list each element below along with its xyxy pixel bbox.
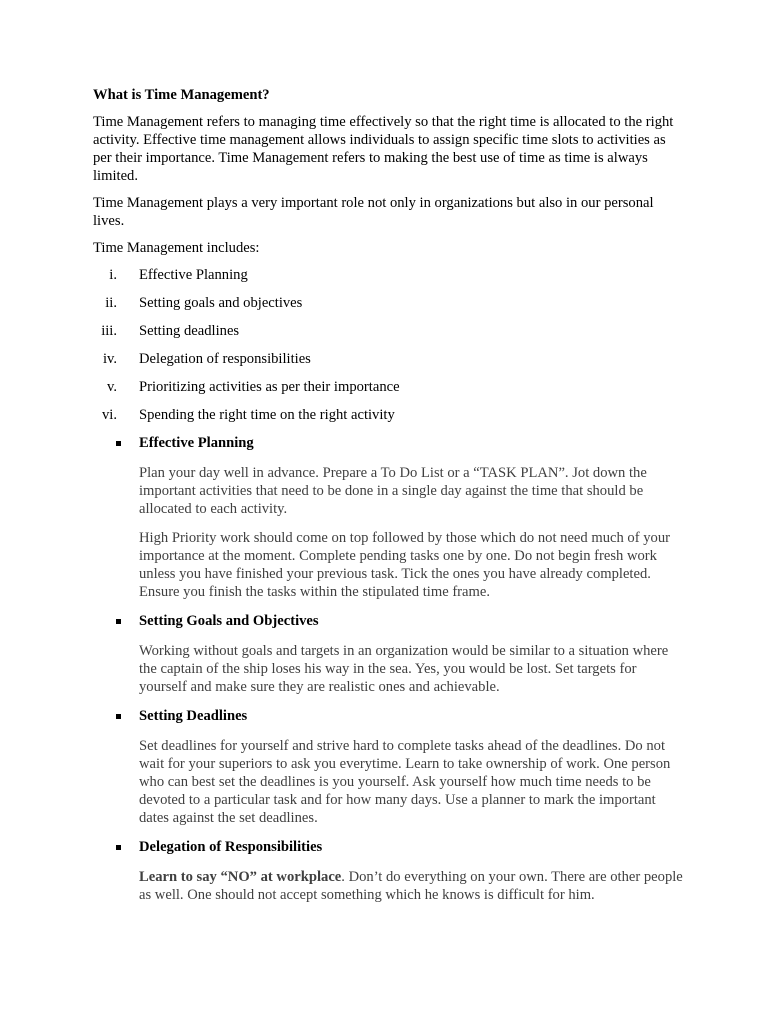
- section-paragraph: Working without goals and targets in an organization would be similar to a situation where the captain of the ship loses his way in the sea. Yes, you would be lost. Set targets for yourself and make sure they are realistic ones and achievable.: [139, 643, 669, 695]
- list-item: [93, 406, 683, 424]
- list-item-number: i.: [109, 267, 117, 283]
- paragraph-importance: Time Management plays a very important role not only in organizations but also in our personal lives.: [93, 195, 654, 229]
- list-item-number: ii.: [105, 295, 117, 311]
- list-item-text: Prioritizing activities as per their importance: [139, 379, 400, 395]
- list-item-text: Delegation of responsibilities: [139, 351, 311, 367]
- document-content: [93, 86, 683, 915]
- section-effective-planning: [93, 434, 683, 601]
- list-item-text: Setting goals and objectives: [139, 295, 303, 311]
- list-item-number: vi.: [102, 407, 117, 423]
- list-item-text: Spending the right time on the right activity: [139, 407, 395, 423]
- square-bullet-icon: [116, 714, 121, 719]
- section-paragraph: [93, 868, 683, 904]
- list-item: [93, 322, 683, 340]
- list-item-text: Effective Planning: [139, 267, 248, 283]
- list-item: [93, 294, 683, 312]
- list-item: [93, 378, 683, 396]
- square-bullet-icon: [116, 619, 121, 624]
- section-paragraph-rest: . Don’t do everything on your own. There are other people as well. One should not accept something which he knows is difficult for him.: [139, 869, 683, 903]
- section-setting-goals: [93, 612, 683, 696]
- section-heading: Setting Goals and Objectives: [139, 613, 319, 629]
- section-heading: Effective Planning: [139, 435, 254, 451]
- square-bullet-icon: [116, 441, 121, 446]
- paragraph-definition: Time Management refers to managing time effectively so that the right time is allocated to the right activity. Effective time management allows individuals to assign specific time slots to activities as per their importance. Time Management refers to making the best use of time as time is always limited.: [93, 114, 674, 184]
- section-heading: Delegation of Responsibilities: [139, 839, 323, 855]
- section-delegation: [93, 838, 683, 904]
- section-paragraph: High Priority work should come on top followed by those which do not need much of your importance at the moment. Complete pending tasks one by one. Do not begin fresh work unless you have finished your previous task. Tick the ones you have already completed. Ensure you finish the tasks within the stipulated time frame.: [139, 530, 670, 600]
- list-item: [93, 266, 683, 284]
- list-item-number: v.: [107, 379, 117, 395]
- roman-list: [93, 266, 683, 424]
- list-item: [93, 350, 683, 368]
- section-paragraph: Plan your day well in advance. Prepare a To Do List or a “TASK PLAN”. Jot down the important activities that need to be done in a single day against the time that should be allocated to each activity.: [139, 465, 647, 517]
- list-item-number: iii.: [101, 323, 117, 339]
- paragraph-includes: Time Management includes:: [93, 240, 260, 256]
- emphasis-text: Learn to say “NO” at workplace: [139, 869, 342, 885]
- section-paragraph: Set deadlines for yourself and strive hard to complete tasks ahead of the deadlines. Do not wait for your superiors to ask you everytime. Learn to take ownership of work. One person who can best set the deadlines is you yourself. Ask yourself how much time needs to be devoted to a particular task and for how many days. Use a planner to mark the important dates against the set deadlines.: [139, 738, 671, 826]
- list-item-number: iv.: [102, 351, 117, 367]
- list-item-text: Setting deadlines: [139, 323, 240, 339]
- section-heading: Setting Deadlines: [139, 708, 248, 724]
- page-title: What is Time Management?: [93, 87, 270, 103]
- square-bullet-icon: [116, 845, 121, 850]
- section-setting-deadlines: [93, 707, 683, 827]
